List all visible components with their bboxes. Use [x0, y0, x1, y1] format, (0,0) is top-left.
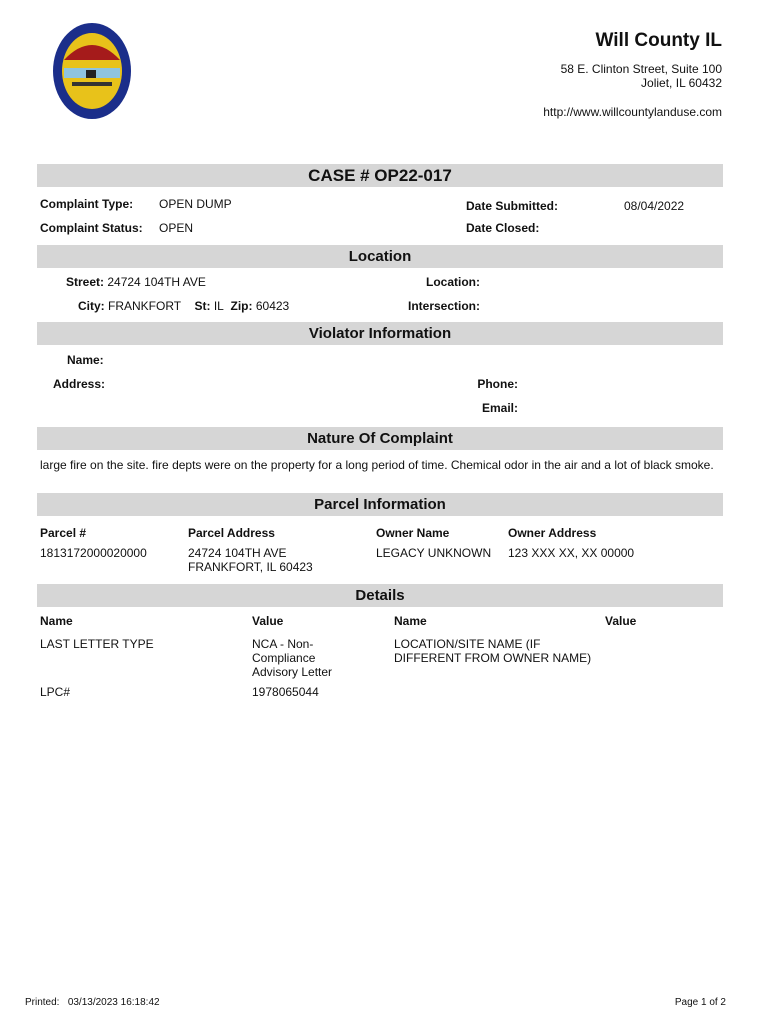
parcel-header: Parcel Information — [37, 493, 723, 516]
org-name: Will County IL — [595, 30, 722, 51]
violator-header: Violator Information — [37, 322, 723, 345]
parcel-address-line2: FRANKFORT, IL 60423 — [188, 560, 313, 574]
address-line2: Joliet, IL 60432 — [641, 76, 722, 90]
details-col-name: Name — [40, 614, 73, 628]
city-value: FRANKFORT — [108, 299, 182, 313]
nature-text: large fire on the site. fire depts were on the property for a long period of time. Chemical odor in the air and a lot of black smoke. — [40, 458, 714, 472]
detail-name: LAST LETTER TYPE — [40, 637, 154, 651]
page-number: Page 1 of 2 — [674, 997, 726, 1008]
zip-label: Zip: — [230, 299, 253, 313]
location-label: Location: — [426, 275, 480, 289]
intersection-label: Intersection: — [407, 299, 480, 313]
printed-label: Printed: — [25, 997, 60, 1008]
date-submitted-label: Date Submitted: — [466, 199, 559, 213]
city-label: City: — [78, 299, 105, 313]
address-line1: 58 E. Clinton Street, Suite 100 — [560, 62, 722, 76]
printed-date: 03/13/2023 16:18:42 — [67, 997, 160, 1008]
violator-name-label: Name: — [67, 353, 104, 367]
details-col-value: Value — [252, 614, 284, 628]
website-link[interactable]: http://www.willcountylanduse.com — [543, 105, 722, 119]
complaint-status-label: Complaint Status: — [40, 221, 143, 235]
parcel-col-address: Parcel Address — [188, 526, 275, 540]
zip-value: 60423 — [255, 299, 290, 313]
violator-phone-label: Phone: — [477, 377, 518, 391]
complaint-status-value: OPEN — [159, 221, 194, 235]
violator-address-label: Address: — [53, 377, 106, 391]
street-label: Street: — [66, 275, 105, 289]
detail-value: NCA - Non- Compliance Advisory Letter — [252, 637, 333, 679]
owner-name: LEGACY UNKNOWN — [376, 546, 492, 560]
details-col-name2: Name — [394, 614, 427, 628]
date-closed-label: Date Closed: — [466, 221, 540, 235]
county-seal-logo — [52, 22, 132, 120]
parcel-col-owner-address: Owner Address — [508, 526, 597, 540]
location-header: Location — [37, 245, 723, 268]
violator-email-label: Email: — [481, 401, 518, 415]
date-submitted-value: 08/04/2022 — [624, 199, 685, 213]
details-col-value2: Value — [605, 614, 637, 628]
parcel-col-parcel: Parcel # — [40, 526, 87, 540]
details-header: Details — [37, 584, 723, 607]
state-label: St: — [194, 299, 211, 313]
state-value: IL — [213, 299, 224, 313]
parcel-col-owner: Owner Name — [376, 526, 450, 540]
detail-name: LPC# — [40, 685, 71, 699]
complaint-type-label: Complaint Type: — [40, 197, 134, 211]
owner-address: 123 XXX XX, XX 00000 — [508, 546, 635, 560]
detail-value: 1978065044 — [252, 685, 319, 699]
detail-name2: LOCATION/SITE NAME (IF DIFFERENT FROM OWNER NAME) — [394, 637, 592, 665]
nature-header: Nature Of Complaint — [37, 427, 723, 450]
parcel-number: 1813172000020000 — [40, 546, 147, 560]
parcel-address-line1: 24724 104TH AVE — [188, 546, 287, 560]
street-value: 24724 104TH AVE — [107, 275, 206, 289]
case-title: CASE # OP22-017 — [37, 164, 723, 187]
complaint-type-value: OPEN DUMP — [159, 197, 232, 211]
